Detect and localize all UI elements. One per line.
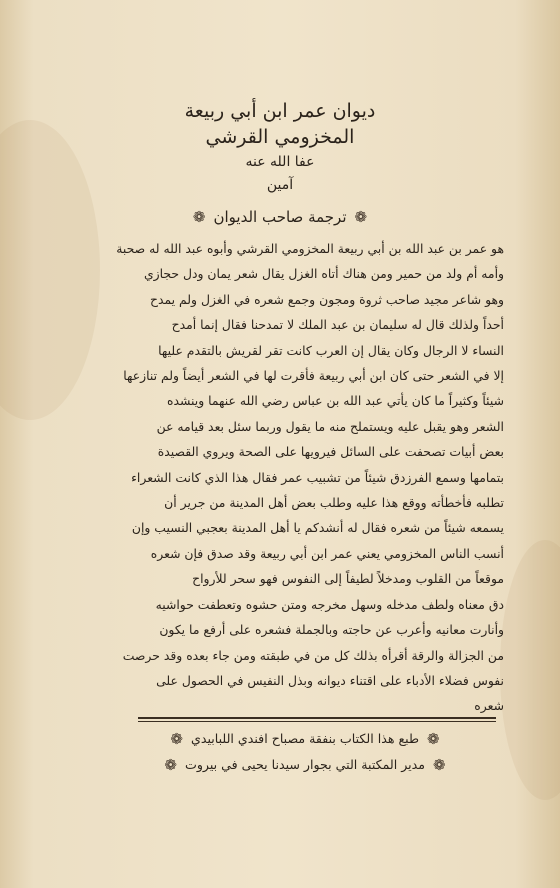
text-line: وهو شاعر مجيد صاحب ثروة ومجون وجمع شعره في الغزل ولم يمدح: [149, 291, 504, 307]
text-line: وأنارت معانيه وأعرب عن حاجته وبالجملة فشعره على أرفع ما يكون: [159, 622, 504, 638]
book-title: ديوان عمر ابن أبي ربيعة: [184, 100, 376, 122]
title-block: [0, 98, 560, 196]
biography-text: [66, 236, 504, 719]
ornament-icon: ❁: [170, 730, 183, 748]
text-line: أنسب الناس المخزومي يعني عمر ابن أبي ربيعة وقد صدق فإن شعره: [150, 545, 504, 561]
section-heading-text: ترجمة صاحب الديوان: [213, 208, 347, 226]
ornament-icon: ❁: [192, 208, 206, 226]
divider-rule: [138, 717, 496, 719]
ornament-icon: ❁: [354, 208, 368, 226]
text-line: نفوس فضلاء الأدباء على اقتناء ديوانه وبذل النفيس في الحصول على: [156, 672, 504, 688]
text-line: بتمامها وسمع الفرزدق شيئاً من تشبيب عمر فقال هذا الذي كانت الشعراء: [131, 469, 504, 485]
text-line: من الجزالة والرقة أقرأه بذلك كل من في طبقته ومن جاء بعده وقد حرصت: [122, 647, 504, 663]
footer-line-1: طبع هذا الكتاب بنفقة مصباح افندي اللبابيدي: [190, 731, 420, 746]
ornament-icon: ❁: [433, 756, 446, 774]
text-line: هو عمر بن عبد الله بن أبي ربيعة المخزومي القرشي وأبوه عبد الله له صحبة: [116, 241, 504, 256]
prayer-line: عفا الله عنه: [245, 154, 315, 170]
publisher-footer: [0, 726, 560, 778]
amen-line: آمين: [266, 177, 294, 193]
text-line: بعض أبيات تصحفت على السائل فيرويها على الصحة ويروي القصيدة: [157, 444, 504, 460]
text-line: الشعر وهو يقبل عليه ويستملح منه ما يقول وربما سئل بعد قيامه عن: [156, 418, 504, 434]
text-line: موقعاً من القلوب ومدخلاً لطيفاً إلى النفوس فهو سحر للأرواح: [192, 571, 504, 587]
poet-name: المخزومي القرشي: [205, 126, 355, 148]
ornament-icon: ❁: [164, 756, 177, 774]
text-line: وأمه أم ولد من حمير ومن هناك أتاه الغزل يقال شعر يمان ودل حجازي: [143, 266, 504, 282]
text-line: تطلبه فأخطأته ووقع هذا عليه وطلب بعض أهل المدينة من جرير أن: [164, 495, 504, 511]
footer-line-2: مدير المكتبة التي بجوار سيدنا يحيى في بيروت: [184, 757, 426, 772]
text-line: إلا في الشعر حتى كان ابن أبي ربيعة فأقرت لها في الشعر أيضاً ولم تنازعها: [123, 368, 504, 384]
text-line: أحداً ولذلك قال له سليمان بن عبد الملك لا تمدحنا فقال إنما أمدح: [171, 317, 504, 333]
text-line: النساء لا الرجال وكان يقال إن العرب كانت تقر لقريش بالتقدم عليها: [158, 342, 504, 358]
text-line: شيئاً وكثيراً ما كان يأتي عبد الله بن عباس رضي الله عنهما وينشده: [166, 393, 504, 409]
text-line: دق معناه ولطف مدخله وسهل مخرجه ومتن حشوه وتعطفت حواشيه: [155, 596, 504, 612]
divider-rule: [138, 721, 496, 722]
text-line: يسمعه شيئاً من شعره فقال له أنشدكم يا أهل المدينة بعجبي النسيب وإن: [131, 520, 504, 536]
text-line: شعره: [474, 698, 504, 714]
ornament-icon: ❁: [427, 730, 440, 748]
section-heading: [0, 208, 560, 226]
